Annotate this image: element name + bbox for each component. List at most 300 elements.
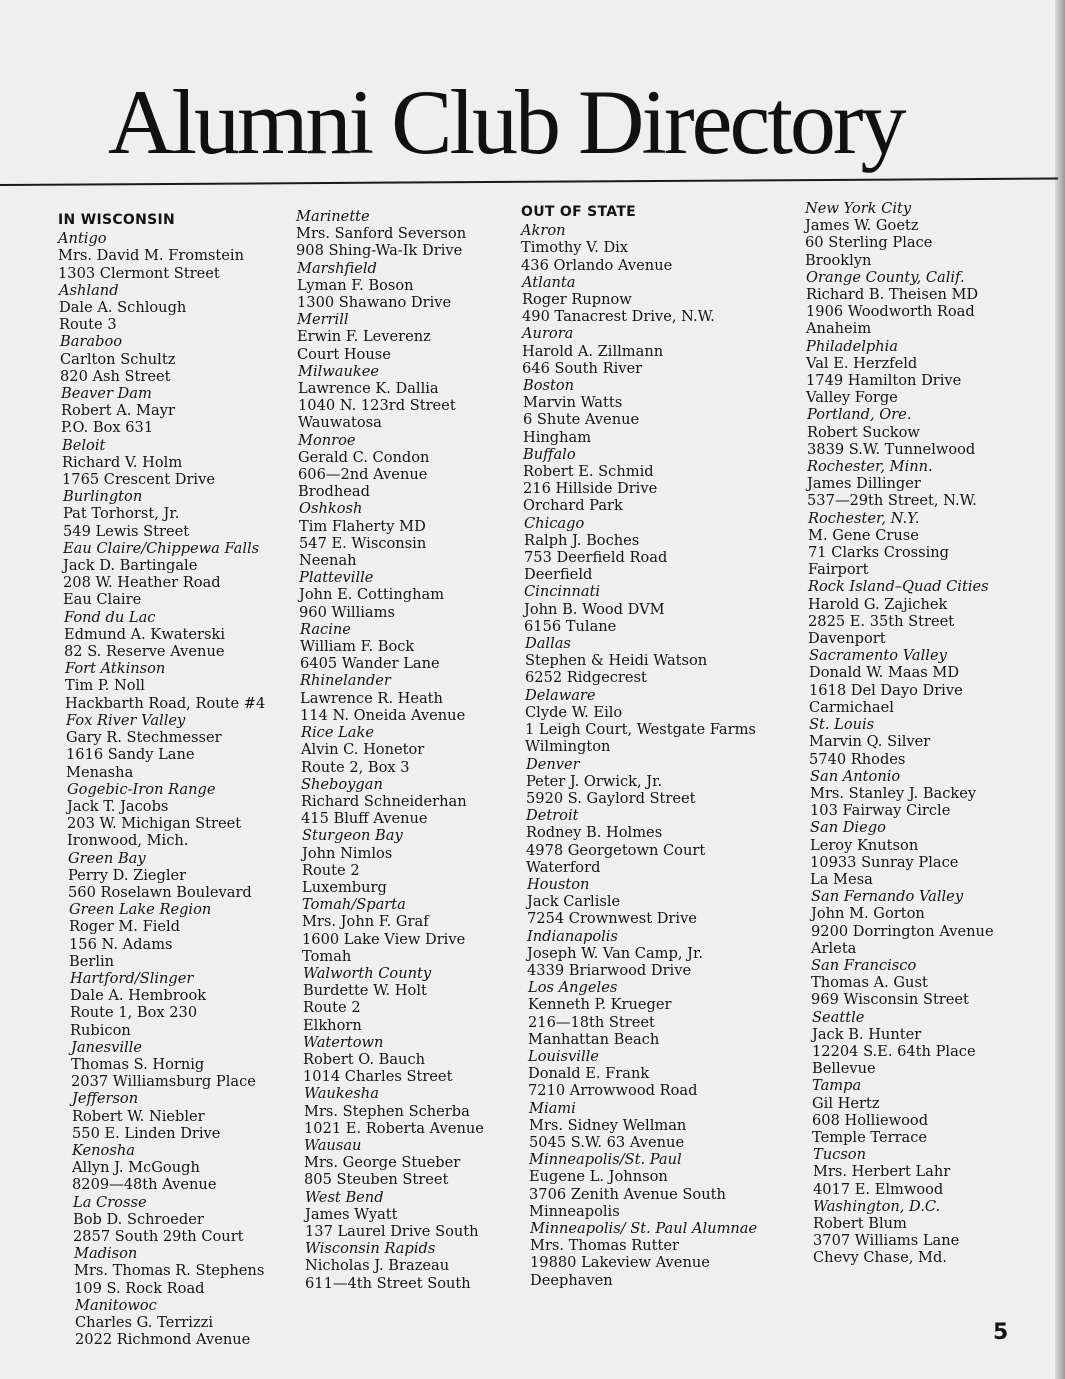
club-address-line: 606—2nd Avenue — [298, 466, 428, 484]
club-address-line: Orchard Park — [523, 497, 623, 515]
club-contact-name: John Nimlos — [302, 844, 393, 862]
club-entry — [809, 647, 1020, 716]
directory-column-2 — [296, 208, 512, 1292]
club-city: Portland, Ore. — [807, 406, 912, 424]
club-entry — [812, 1009, 1020, 1078]
club-entry — [71, 1039, 288, 1091]
club-address-line: 611—4th Street South — [305, 1274, 471, 1292]
club-contact-name: Stephen & Heidi Watson — [525, 652, 708, 670]
club-entry — [73, 1194, 288, 1246]
club-contact-name: Harold A. Zillmann — [522, 342, 664, 360]
club-city: Dallas — [525, 635, 571, 653]
club-address-line: 82 S. Reserve Avenue — [64, 643, 225, 661]
club-contact-name: Mrs. George Stueber — [304, 1154, 461, 1172]
club-address-line: 4017 E. Elmwood — [813, 1180, 944, 1198]
title-rule — [0, 178, 1058, 186]
club-city: Manitowoc — [75, 1296, 157, 1314]
club-city: Boston — [523, 377, 575, 395]
club-entry — [527, 876, 791, 928]
club-city: Indianapolis — [527, 927, 618, 945]
club-entry — [811, 888, 1020, 957]
club-contact-name: John E. Cottingham — [299, 586, 445, 604]
club-city: Buffalo — [523, 445, 576, 463]
club-contact-name: Mrs. Herbert Lahr — [813, 1163, 951, 1181]
club-entry — [807, 406, 1020, 458]
club-address-line: 203 W. Michigan Street — [67, 815, 242, 833]
club-contact-name: James Wyatt — [305, 1205, 398, 1223]
club-contact-name: Tim P. Noll — [65, 677, 145, 695]
club-city: Beaver Dam — [61, 385, 152, 403]
page-title: Alumni Club Directory — [108, 71, 904, 173]
club-entry — [299, 500, 512, 569]
club-address-line: 4339 Briarwood Drive — [527, 961, 692, 979]
club-address-line: 19880 Lakeview Avenue — [530, 1254, 710, 1272]
club-entry — [72, 1142, 288, 1194]
club-address-line: Deerfield — [524, 566, 593, 584]
club-address-line: 1303 Clermont Street — [58, 264, 220, 282]
club-contact-name: James W. Goetz — [805, 217, 919, 235]
club-city: Delaware — [525, 686, 596, 704]
club-address-line: Route 1, Box 230 — [70, 1004, 198, 1022]
club-contact-name: Alvin C. Honetor — [301, 741, 425, 759]
club-contact-name: Marvin Q. Silver — [809, 733, 931, 751]
club-city: Platteville — [299, 569, 374, 587]
club-address-line: Temple Terrace — [812, 1128, 928, 1146]
club-contact-name: Mrs. David M. Fromstein — [58, 247, 244, 265]
club-contact-name: Nicholas J. Brazeau — [305, 1257, 450, 1275]
club-address-line: 753 Deerfield Road — [524, 549, 668, 567]
club-contact-name: John M. Gorton — [811, 905, 925, 923]
club-entry — [67, 781, 288, 850]
club-address-line: 805 Steuben Street — [304, 1171, 449, 1189]
club-contact-name: Timothy V. Dix — [521, 239, 629, 257]
club-address-line: 4978 Georgetown Court — [526, 841, 706, 859]
club-city: La Crosse — [73, 1193, 147, 1211]
club-address-line: 2037 Williamsburg Place — [71, 1073, 256, 1091]
club-address-line: Ironwood, Mich. — [67, 832, 189, 850]
club-entry — [526, 807, 791, 876]
club-entry — [64, 609, 288, 661]
club-city: Baraboo — [60, 333, 123, 351]
club-address-line: 5740 Rhodes — [809, 750, 906, 768]
club-address-line: 1749 Hamilton Drive — [806, 372, 962, 390]
club-contact-name: Clyde W. Eilo — [525, 703, 623, 721]
club-contact-name: Gil Hertz — [812, 1094, 880, 1112]
club-address-line: Route 2 — [303, 999, 361, 1017]
club-address-line: 6252 Ridgecrest — [525, 669, 647, 687]
club-address-line: 60 Sterling Place — [805, 234, 933, 252]
club-entry — [811, 957, 1020, 1009]
club-entry — [68, 850, 288, 902]
club-address-line: 1 Leigh Court, Westgate Farms — [525, 721, 756, 739]
club-address-line: 216 Hillside Drive — [523, 480, 658, 498]
club-address-line: 6405 Wander Lane — [300, 655, 440, 673]
club-city: Fond du Lac — [64, 608, 156, 626]
club-entry — [60, 333, 288, 385]
club-contact-name: Jack T. Jacobs — [67, 797, 169, 815]
club-address-line: 549 Lewis Street — [63, 522, 190, 540]
club-city: Tampa — [812, 1077, 862, 1095]
club-contact-name: Robert O. Bauch — [303, 1050, 426, 1068]
club-contact-name: William F. Bock — [300, 638, 415, 656]
club-city: Chicago — [524, 514, 585, 532]
club-contact-name: Donald E. Frank — [528, 1065, 650, 1083]
club-address-line: 550 E. Linden Drive — [72, 1124, 221, 1142]
club-city: Rochester, N.Y. — [808, 509, 920, 527]
club-contact-name: Perry D. Ziegler — [68, 866, 187, 884]
club-address-line: Route 2, Box 3 — [301, 758, 410, 776]
club-address-line: 490 Tanacrest Drive, N.W. — [522, 308, 715, 326]
club-entry — [302, 896, 512, 965]
club-entry — [806, 269, 1020, 338]
club-entry — [809, 716, 1020, 768]
club-address-line: 560 Roselawn Boulevard — [68, 883, 252, 901]
club-city: Seattle — [812, 1008, 865, 1026]
club-contact-name: Mrs. Thomas Rutter — [530, 1237, 680, 1255]
club-city: Milwaukee — [298, 362, 379, 380]
club-entry — [522, 274, 791, 326]
club-entry — [808, 578, 1020, 647]
club-contact-name: Mrs. John F. Graf — [302, 913, 429, 931]
directory-column-4 — [805, 200, 1020, 1267]
club-entry — [521, 222, 791, 274]
club-city: Green Bay — [68, 849, 146, 867]
club-city: Sturgeon Bay — [302, 827, 403, 845]
club-contact-name: Burdette W. Holt — [303, 982, 427, 1000]
club-address-line: Bellevue — [812, 1060, 876, 1078]
club-address-line: Manhattan Beach — [528, 1030, 660, 1048]
club-entry — [807, 458, 1020, 510]
club-contact-name: Mrs. Stanley J. Backey — [810, 784, 977, 802]
club-address-line: 12204 S.E. 64th Place — [812, 1042, 976, 1060]
club-contact-name: Edmund A. Kwaterski — [64, 625, 226, 643]
club-address-line: 1040 N. 123rd Street — [298, 397, 456, 415]
club-address-line: Tomah — [302, 947, 352, 965]
club-entry — [70, 970, 288, 1039]
club-entry — [303, 1034, 512, 1086]
club-address-line: 6156 Tulane — [524, 617, 617, 635]
club-city: Marshfield — [297, 259, 377, 277]
club-address-line: Route 2 — [302, 861, 360, 879]
club-contact-name: Joseph W. Van Camp, Jr. — [527, 944, 703, 962]
club-contact-name: Jack D. Bartingale — [63, 557, 198, 575]
club-address-line: Carmichael — [809, 698, 894, 716]
club-contact-name: Jack Carlisle — [527, 893, 621, 911]
club-entry — [527, 928, 791, 980]
club-address-line: 969 Wisconsin Street — [811, 991, 969, 1009]
club-city: Orange County, Calif. — [806, 268, 965, 286]
club-entry — [63, 488, 288, 540]
club-city: St. Louis — [809, 716, 875, 734]
club-entry — [524, 583, 791, 635]
club-address-line: 2857 South 29th Court — [73, 1227, 244, 1245]
club-contact-name: Lyman F. Boson — [297, 276, 414, 294]
club-entry — [812, 1077, 1020, 1146]
club-contact-name: Roger Rupnow — [522, 291, 632, 309]
club-contact-name: Peter J. Orwick, Jr. — [526, 772, 663, 790]
club-address-line: 5920 S. Gaylord Street — [526, 789, 696, 807]
club-entry — [304, 1137, 512, 1189]
club-entry — [813, 1198, 1020, 1267]
club-entry — [75, 1297, 288, 1349]
club-city: Cincinnati — [524, 583, 601, 601]
club-address-line: 646 South River — [522, 359, 643, 377]
club-contact-name: Tim Flaherty MD — [299, 517, 426, 535]
club-entry — [528, 979, 791, 1048]
club-contact-name: Pat Torhorst, Jr. — [63, 505, 180, 523]
club-entry — [296, 208, 512, 260]
club-address-line: 109 S. Rock Road — [74, 1279, 205, 1297]
club-address-line: 156 N. Adams — [69, 935, 173, 953]
club-address-line: 216—18th Street — [528, 1013, 655, 1031]
club-city: Fox River Valley — [66, 711, 186, 729]
club-entry — [810, 819, 1020, 888]
club-city: San Fernando Valley — [811, 888, 964, 906]
club-address-line: Elkhorn — [303, 1016, 362, 1034]
club-city: Merrill — [297, 311, 349, 329]
club-contact-name: Gerald C. Condon — [298, 448, 430, 466]
club-city: Monroe — [298, 431, 356, 449]
club-entry — [69, 901, 288, 970]
club-address-line: 1765 Crescent Drive — [62, 471, 215, 489]
club-entry — [297, 311, 512, 363]
club-address-line: Luxemburg — [302, 878, 387, 896]
club-address-line: 1906 Woodworth Road — [806, 303, 975, 321]
club-address-line: 1014 Charles Street — [303, 1068, 453, 1086]
club-address-line: 114 N. Oneida Avenue — [300, 706, 466, 724]
club-address-line: Fairport — [808, 561, 869, 579]
club-contact-name: Richard Schneiderhan — [301, 792, 467, 810]
club-entry — [523, 377, 791, 446]
club-city: Tucson — [813, 1146, 866, 1164]
club-address-line: Minneapolis — [529, 1202, 620, 1220]
club-contact-name: Carlton Schultz — [60, 350, 176, 368]
club-entry — [529, 1100, 791, 1152]
club-entry — [303, 965, 512, 1034]
club-entry — [528, 1048, 791, 1100]
club-entry — [74, 1245, 288, 1297]
club-contact-name: John B. Wood DVM — [524, 600, 665, 618]
club-entry — [805, 200, 1020, 269]
club-address-line: Hingham — [523, 428, 592, 446]
club-address-line: 208 W. Heather Road — [63, 574, 221, 592]
club-city: Detroit — [526, 807, 579, 825]
club-address-line: 547 E. Wisconsin — [299, 534, 427, 552]
club-entry — [299, 569, 512, 621]
club-contact-name: Thomas A. Gust — [811, 974, 928, 992]
club-address-line: 1618 Del Dayo Drive — [809, 681, 963, 699]
club-city: San Francisco — [811, 956, 917, 974]
club-address-line: Davenport — [808, 630, 886, 648]
club-entry — [808, 510, 1020, 579]
club-contact-name: Dale A. Schlough — [59, 299, 187, 317]
club-city: Los Angeles — [528, 979, 618, 997]
club-contact-name: Robert Blum — [813, 1214, 907, 1232]
club-entry — [63, 540, 288, 609]
club-contact-name: Rodney B. Holmes — [526, 824, 663, 842]
club-address-line: P.O. Box 631 — [61, 419, 154, 437]
club-address-line: 137 Laurel Drive South — [305, 1222, 479, 1240]
club-entry — [65, 660, 288, 712]
club-city: San Diego — [810, 819, 886, 837]
club-city: Gogebic-Iron Range — [67, 780, 216, 798]
club-contact-name: M. Gene Cruse — [808, 526, 919, 544]
club-city: Philadelphia — [806, 337, 899, 355]
club-address-line: Arleta — [811, 939, 857, 957]
club-address-line: 3707 Williams Lane — [813, 1232, 960, 1250]
directory-column-1 — [58, 212, 288, 1348]
club-address-line: Neenah — [299, 552, 357, 570]
club-address-line: 608 Holliewood — [812, 1111, 929, 1129]
club-city: Denver — [526, 755, 580, 773]
club-address-line: 1300 Shawano Drive — [297, 294, 452, 312]
club-contact-name: Bob D. Schroeder — [73, 1210, 204, 1228]
directory-column-3 — [521, 204, 791, 1289]
club-city: Tomah/Sparta — [302, 896, 406, 914]
club-city: Miami — [529, 1099, 576, 1117]
club-contact-name: Gary R. Stechmesser — [66, 729, 222, 747]
club-entry — [305, 1240, 512, 1292]
club-address-line: 537—29th Street, N.W. — [807, 492, 977, 510]
club-contact-name: Dale A. Hembrook — [70, 987, 207, 1005]
club-contact-name: Allyn J. McGough — [72, 1159, 200, 1177]
club-entry — [62, 437, 288, 489]
club-address-line: 3706 Zenith Avenue South — [529, 1185, 726, 1203]
club-address-line: 71 Clarks Crossing — [808, 544, 950, 562]
club-city: Marinette — [296, 208, 370, 225]
section-heading: IN WISCONSIN — [58, 212, 176, 228]
club-city: Houston — [527, 875, 590, 893]
club-contact-name: Mrs. Stephen Scherba — [304, 1102, 470, 1120]
club-city: Jefferson — [72, 1090, 139, 1108]
club-entry — [301, 724, 512, 776]
club-contact-name: Erwin F. Leverenz — [297, 328, 431, 346]
club-entry — [806, 338, 1020, 407]
page-edge-shadow — [1055, 0, 1065, 1379]
club-city: Minneapolis/ St. Paul Alumnae — [530, 1219, 758, 1237]
club-entry — [300, 621, 512, 673]
club-address-line: Route 3 — [59, 316, 117, 334]
club-entry — [522, 325, 791, 377]
club-city: Beloit — [62, 436, 106, 454]
club-address-line: 1021 E. Roberta Avenue — [304, 1119, 484, 1137]
club-contact-name: Thomas S. Hornig — [71, 1055, 205, 1073]
club-city: West Bend — [305, 1188, 384, 1206]
club-city: Minneapolis/St. Paul — [529, 1151, 682, 1169]
club-contact-name: Mrs. Thomas R. Stephens — [74, 1262, 265, 1280]
club-city: Watertown — [303, 1033, 384, 1051]
club-contact-name: Mrs. Sanford Severson — [296, 225, 467, 243]
club-city: Eau Claire/Chippewa Falls — [63, 539, 260, 557]
club-entry — [810, 768, 1020, 820]
club-address-line: 960 Williams — [299, 603, 395, 621]
club-entry — [813, 1146, 1020, 1198]
club-contact-name: Eugene L. Johnson — [529, 1168, 668, 1186]
club-address-line: 2022 Richmond Avenue — [75, 1331, 251, 1349]
club-contact-name: Robert E. Schmid — [523, 463, 654, 481]
club-address-line: Deephaven — [530, 1271, 613, 1289]
club-entry — [298, 432, 512, 501]
club-city: Rochester, Minn. — [807, 458, 933, 476]
club-city: Akron — [521, 222, 566, 240]
club-city: Racine — [300, 620, 351, 638]
club-entry — [526, 756, 791, 808]
club-city: Rhinelander — [300, 672, 391, 690]
club-entry — [66, 712, 288, 781]
club-contact-name: Richard V. Holm — [62, 453, 183, 471]
club-city: Oshkosh — [299, 500, 363, 518]
club-address-line: Brodhead — [298, 483, 370, 501]
club-entry — [530, 1220, 791, 1289]
club-address-line: Rubicon — [70, 1021, 131, 1039]
club-city: Wisconsin Rapids — [305, 1240, 436, 1258]
club-address-line: 415 Bluff Avenue — [301, 810, 428, 828]
club-contact-name: Robert A. Mayr — [61, 402, 175, 420]
club-city: Sacramento Valley — [809, 647, 947, 665]
club-address-line: 436 Orlando Avenue — [521, 256, 673, 274]
club-address-line: 1600 Lake View Drive — [302, 930, 466, 948]
club-city: Hartford/Slinger — [70, 969, 194, 987]
club-entry — [524, 515, 791, 584]
club-city: Rice Lake — [301, 724, 374, 742]
club-contact-name: Robert W. Niebler — [72, 1107, 205, 1125]
club-address-line: Anaheim — [806, 320, 872, 338]
club-city: Sheboygan — [301, 775, 383, 793]
club-contact-name: Donald W. Maas MD — [809, 664, 960, 682]
club-address-line: 8209—48th Avenue — [72, 1176, 217, 1194]
club-contact-name: Val E. Herzfeld — [806, 354, 918, 372]
club-city: Burlington — [63, 488, 143, 506]
club-address-line: Brooklyn — [805, 251, 872, 269]
club-entry — [59, 282, 288, 334]
club-entry — [523, 446, 791, 515]
club-city: Antigo — [58, 230, 107, 248]
club-city: Kenosha — [72, 1141, 135, 1159]
club-address-line: 820 Ash Street — [60, 367, 171, 385]
club-entry — [72, 1090, 288, 1142]
club-entry — [525, 635, 791, 687]
club-city: Janesville — [71, 1038, 142, 1056]
club-city: San Antonio — [810, 767, 901, 785]
club-city: Fort Atkinson — [65, 660, 166, 678]
club-address-line: Menasha — [66, 763, 134, 781]
club-contact-name: Lawrence R. Heath — [300, 689, 443, 707]
club-city: Walworth County — [303, 964, 432, 982]
club-address-line: Chevy Chase, Md. — [813, 1249, 947, 1267]
club-contact-name: Mrs. Sidney Wellman — [529, 1116, 687, 1134]
club-entry — [61, 385, 288, 437]
club-entry — [529, 1151, 791, 1220]
club-city: New York City — [805, 200, 912, 217]
club-address-line: Wauwatosa — [298, 414, 382, 432]
club-city: Madison — [74, 1245, 138, 1263]
club-address-line: Wilmington — [525, 738, 611, 756]
club-contact-name: Marvin Watts — [523, 394, 623, 412]
club-address-line: 7254 Crownwest Drive — [527, 910, 697, 928]
club-contact-name: Leroy Knutson — [810, 836, 919, 854]
club-contact-name: Harold G. Zajichek — [808, 595, 948, 613]
club-entry — [302, 827, 512, 896]
club-entry — [298, 363, 512, 432]
club-city: Wausau — [304, 1136, 362, 1154]
club-address-line: 908 Shing-Wa-Ik Drive — [296, 242, 463, 260]
club-address-line: 3839 S.W. Tunnelwood — [807, 440, 976, 458]
club-entry — [58, 230, 288, 282]
club-city: Washington, D.C. — [813, 1197, 941, 1215]
club-address-line: Waterford — [526, 858, 601, 876]
club-address-line: Berlin — [69, 952, 115, 970]
club-address-line: 1616 Sandy Lane — [66, 746, 195, 764]
